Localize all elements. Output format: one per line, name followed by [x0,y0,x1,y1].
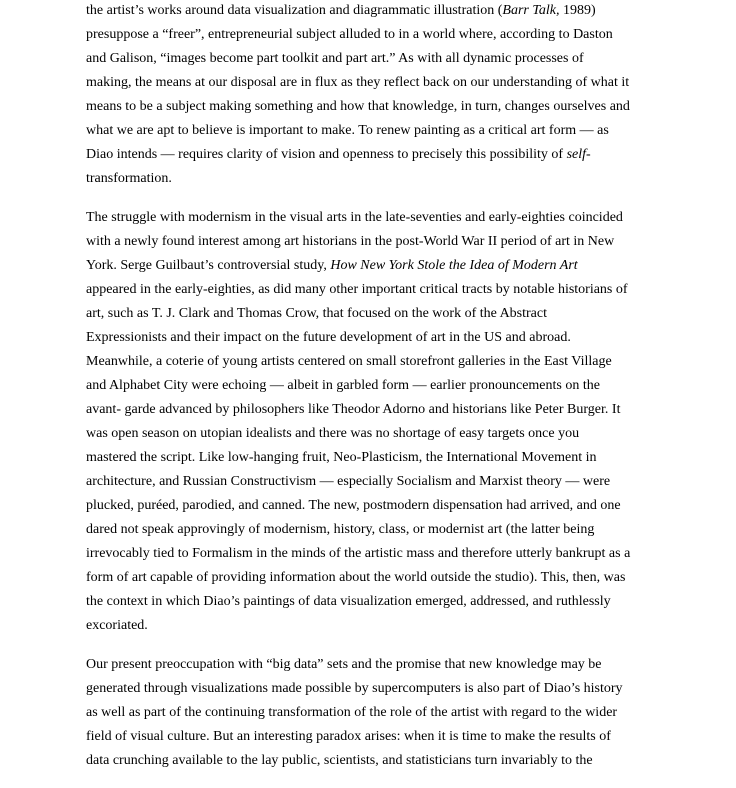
text-line [86,143,692,167]
text-segment: The struggle with modernism in the visual arts in the late-seventies and early-eighties coincided [86,210,623,225]
text-line [86,23,692,47]
text-segment: means to be a subject making something and how that knowledge, in turn, changes ourselves and [86,99,630,114]
text-segment: generated through visualizations made possible by supercomputers is also part of Diao’s history [86,681,623,696]
text-segment: what we are apt to believe is important to make. To renew painting as a critical art form — as [86,123,609,138]
text-segment: 1989) [559,3,596,18]
text-line [86,71,692,95]
text-line [86,677,692,701]
text-segment: Our present preoccupation with “big data” sets and the promise that new knowledge may be [86,657,602,672]
text-line [86,749,692,773]
text-segment: field of visual culture. But an interesting paradox arises: when it is time to make the results of [86,729,611,744]
text-line [86,725,692,749]
text-line [86,398,692,422]
text-line [86,518,692,542]
text-line [86,119,692,143]
text-line [86,590,692,614]
text-line [86,494,692,518]
text-segment: excoriated. [86,618,148,633]
paragraph-2 [86,206,692,638]
text-line [86,302,692,326]
text-line [86,0,692,23]
text-line [86,374,692,398]
text-segment: Diao intends — requires clarity of vision and openness to precisely this possibility of [86,147,567,162]
text-line [86,653,692,677]
text-line [86,206,692,230]
text-segment: plucked, puréed, parodied, and canned. The new, postmodern dispensation had arrived, and one [86,498,621,513]
text-segment: transformation. [86,171,172,186]
paragraph-1 [86,0,692,191]
text-segment: art, such as T. J. Clark and Thomas Crow, that focused on the work of the Abstract [86,306,547,321]
text-segment: avant- garde advanced by philosophers like Theodor Adorno and historians like Peter Burger. It [86,402,621,417]
text-line [86,167,692,191]
text-segment: and Alphabet City were echoing — albeit in garbled form — earlier pronouncements on the [86,378,600,393]
text-segment: dared not speak approvingly of modernism, history, class, or modernist art (the latter being [86,522,595,537]
text-line [86,47,692,71]
text-segment: as well as part of the continuing transformation of the role of the artist with regard to the wider [86,705,618,720]
text-segment: form of art capable of providing information about the world outside the studio). This, then, was [86,570,626,585]
text-block [86,0,692,788]
text-line [86,542,692,566]
italic-text-segment: self- [566,147,591,162]
italic-text-segment: Barr Talk, [502,3,560,18]
text-segment: architecture, and Russian Constructivism — especially Socialism and Marxist theory — were [86,474,611,489]
text-line [86,566,692,590]
text-segment: mastered the script. Like low-hanging fruit, Neo-Plasticism, the International Movement in [86,450,597,465]
italic-text-segment: How New York Stole the Idea of Modern Art [330,258,578,273]
text-line [86,95,692,119]
text-segment: Meanwhile, a coterie of young artists centered on small storefront galleries in the East Village [86,354,612,369]
text-segment: and Galison, “images become part toolkit and part art.” As with all dynamic processes of [86,51,584,66]
text-segment: the context in which Diao’s paintings of data visualization emerged, addressed, and ruthlessly [86,594,611,609]
text-segment: making, the means at our disposal are in flux as they reflect back on our understanding of what it [86,75,630,90]
text-line [86,701,692,725]
text-line [86,326,692,350]
paragraph-3 [86,653,692,773]
text-segment: presuppose a “freer”, entrepreneurial subject alluded to in a world where, according to Daston [86,27,613,42]
text-segment: Expressionists and their impact on the future development of art in the US and abroad. [86,330,571,345]
text-line [86,254,692,278]
text-segment: with a newly found interest among art historians in the post-World War II period of art in New [86,234,615,249]
text-line [86,422,692,446]
text-line [86,614,692,638]
text-segment: appeared in the early-eighties, as did many other important critical tracts by notable historians of [86,282,628,297]
text-line [86,230,692,254]
text-line [86,350,692,374]
text-line [86,470,692,494]
text-line [86,446,692,470]
text-segment: York. Serge Guilbaut’s controversial study, [86,258,331,273]
text-line [86,278,692,302]
text-segment: data crunching available to the lay public, scientists, and statisticians turn invariably to the [86,753,593,768]
text-segment: was open season on utopian idealists and there was no shortage of easy targets once you [86,426,580,441]
text-segment: irrevocably tied to Formalism in the minds of the artistic mass and therefore utterly bankrupt as a [86,546,631,561]
text-segment: the artist’s works around data visualization and diagrammatic illustration ( [86,3,503,18]
